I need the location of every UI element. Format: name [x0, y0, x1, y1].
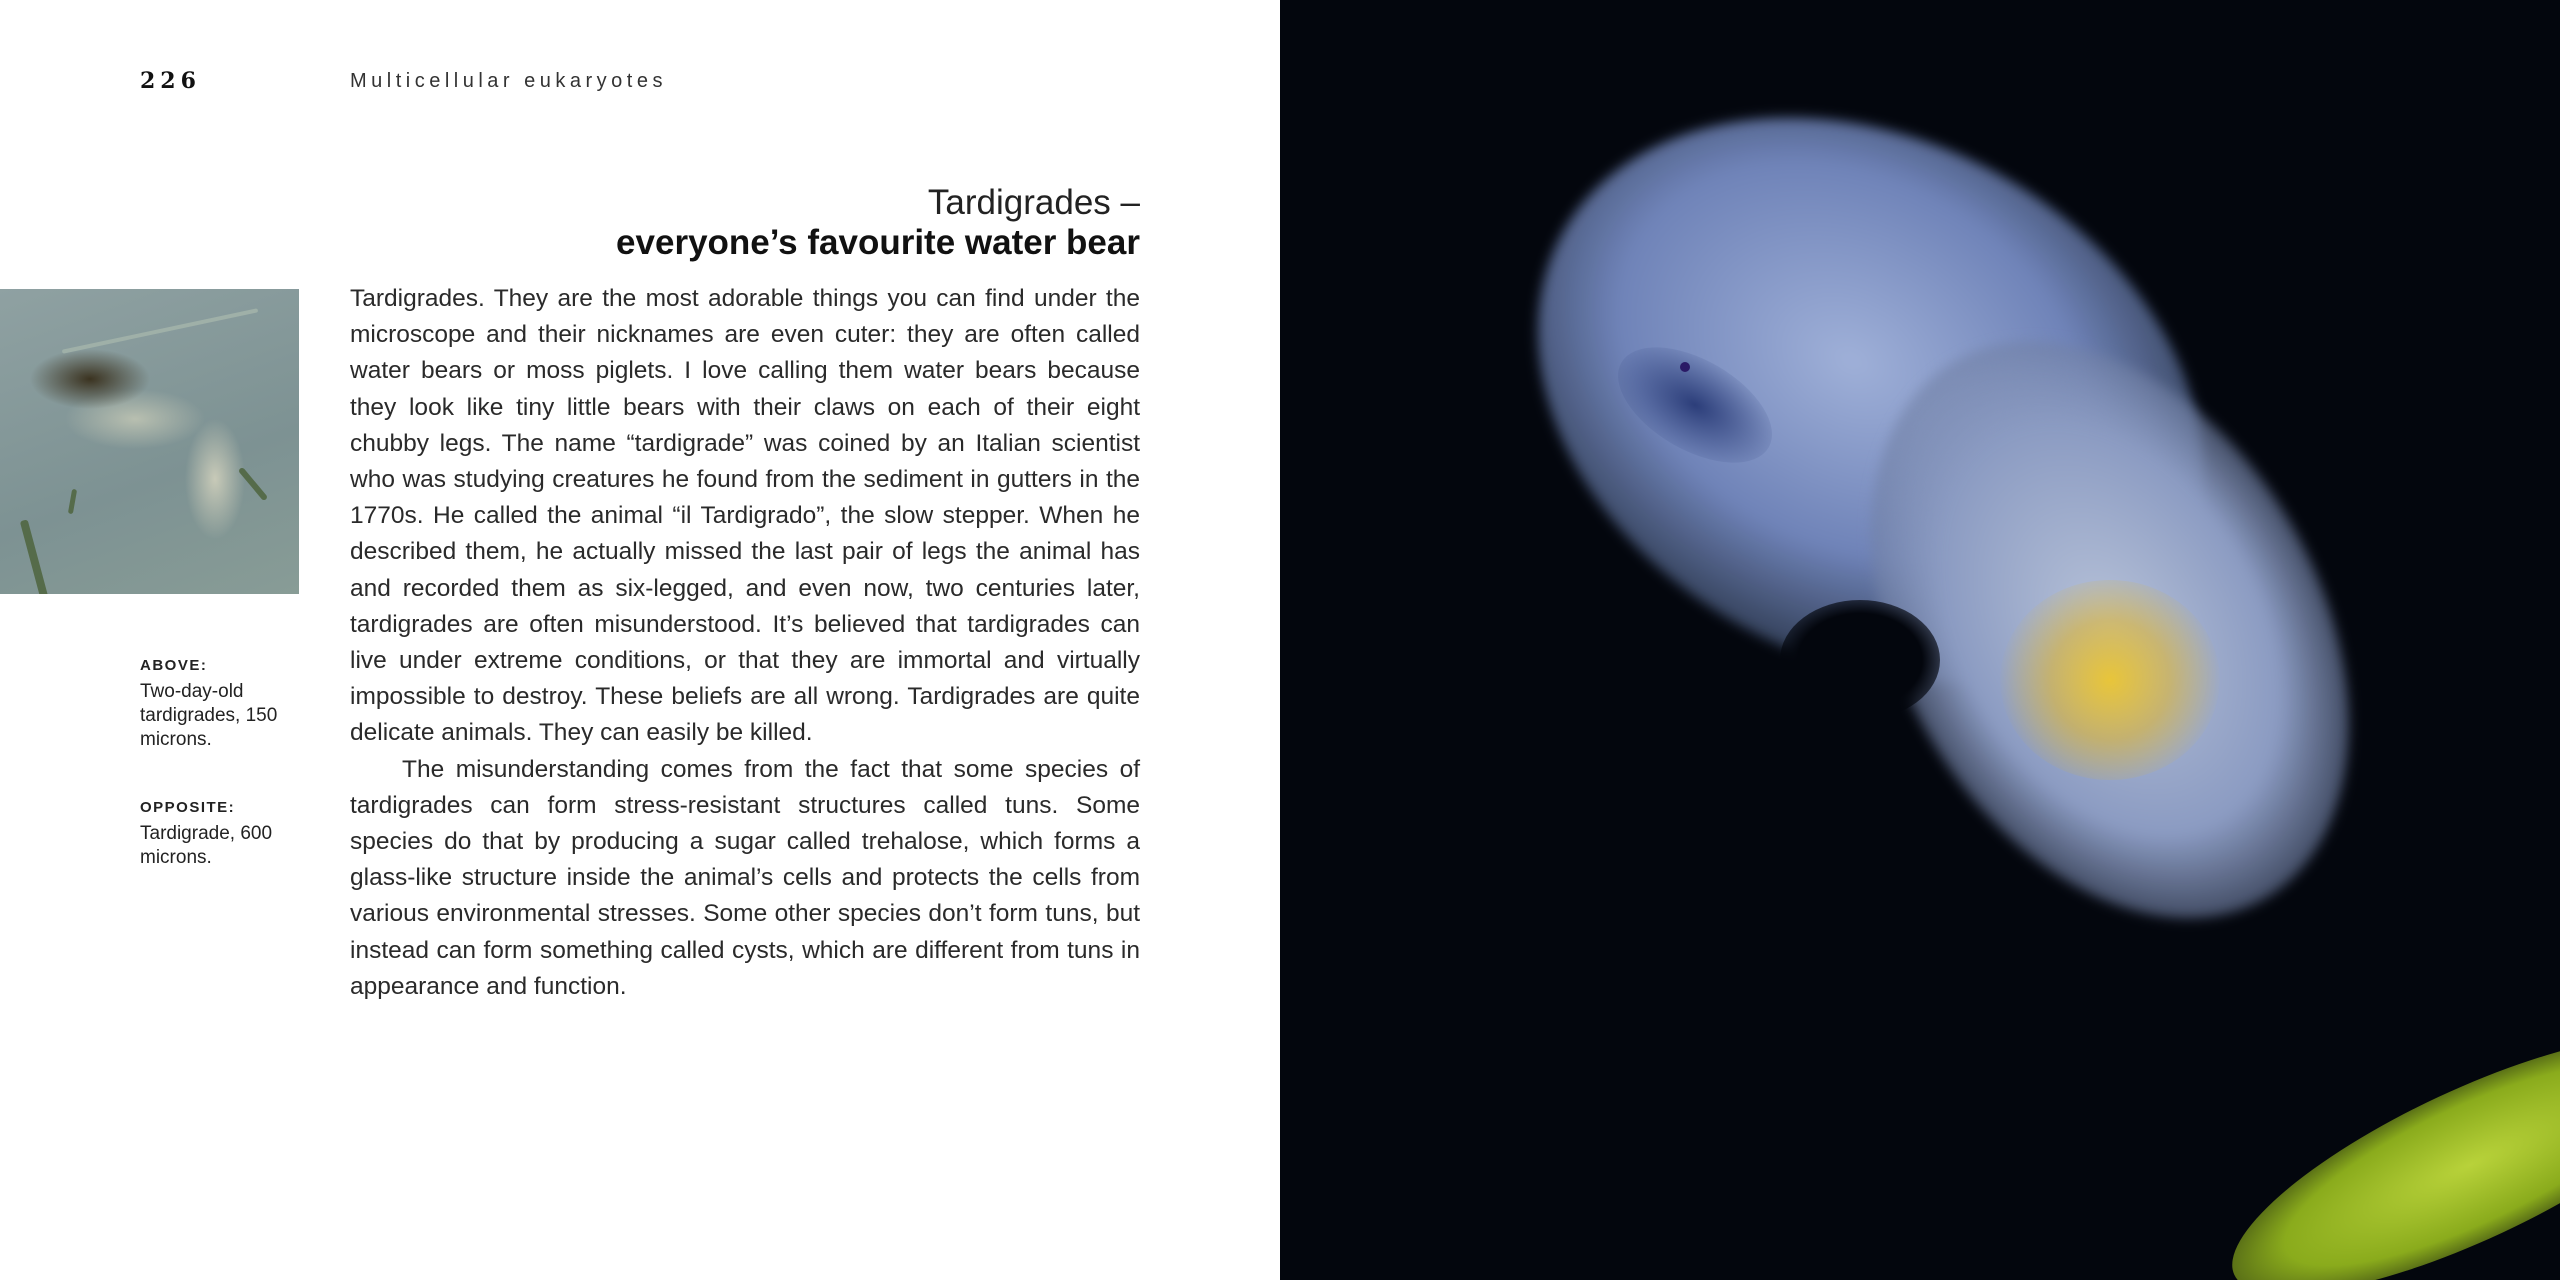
tardigrade-photo: [1280, 0, 2560, 1280]
caption-text: Two-day-old tardigrades, 150 microns.: [140, 681, 278, 750]
title-line-1: Tardigrades –: [927, 183, 1140, 222]
caption-text: Tardigrade, 600 microns.: [140, 823, 273, 868]
body-text: [350, 281, 1140, 1005]
running-head: Multicellular eukaryotes: [350, 70, 667, 92]
caption-opposite: [140, 796, 280, 870]
thumbnail-photo-two-day-old-tardigrades: [0, 289, 299, 594]
article-title: [616, 183, 1140, 263]
caption-above: [140, 654, 280, 752]
title-line-2: everyone’s favourite water bear: [616, 223, 1140, 262]
caption-label: ABOVE:: [140, 657, 208, 674]
page-number: 226: [140, 68, 201, 94]
paragraph: The misunderstanding comes from the fact that some species of tardigrades can form stress-resistant structures called tuns. Some species do that by producing a sugar called trehalose, which forms a glass-like structure inside the animal’s cells and protects the cells from various environmental stresses. Some other species don’t form tuns, but instead can form something called cysts, which are different from tuns in appearance and function.: [350, 755, 1140, 1000]
paragraph: Tardigrades. They are the most adorable things you can find under the microscope and their nicknames are even cuter: they are often called water bears or moss piglets. I love calling them water bears because they look like tiny little bears with their claws on each of their eight chubby legs. The name “tardigrade” was coined by an Italian scientist who was studying creatures he found from the sediment in gutters in the 1770s. He called the animal “il Tardigrado”, the slow stepper. When he described them, he actually missed the last pair of legs the animal has and recorded them as six-legged, and even now, two centuries later, tardigrades are often misunderstood. It’s believed that tardigrades can live under extreme conditions, or that they are immortal and virtually impossible to destroy. These beliefs are all wrong. Tardigrades are quite delicate animals. They can easily be killed.: [350, 285, 1140, 747]
caption-label: OPPOSITE:: [140, 799, 236, 816]
